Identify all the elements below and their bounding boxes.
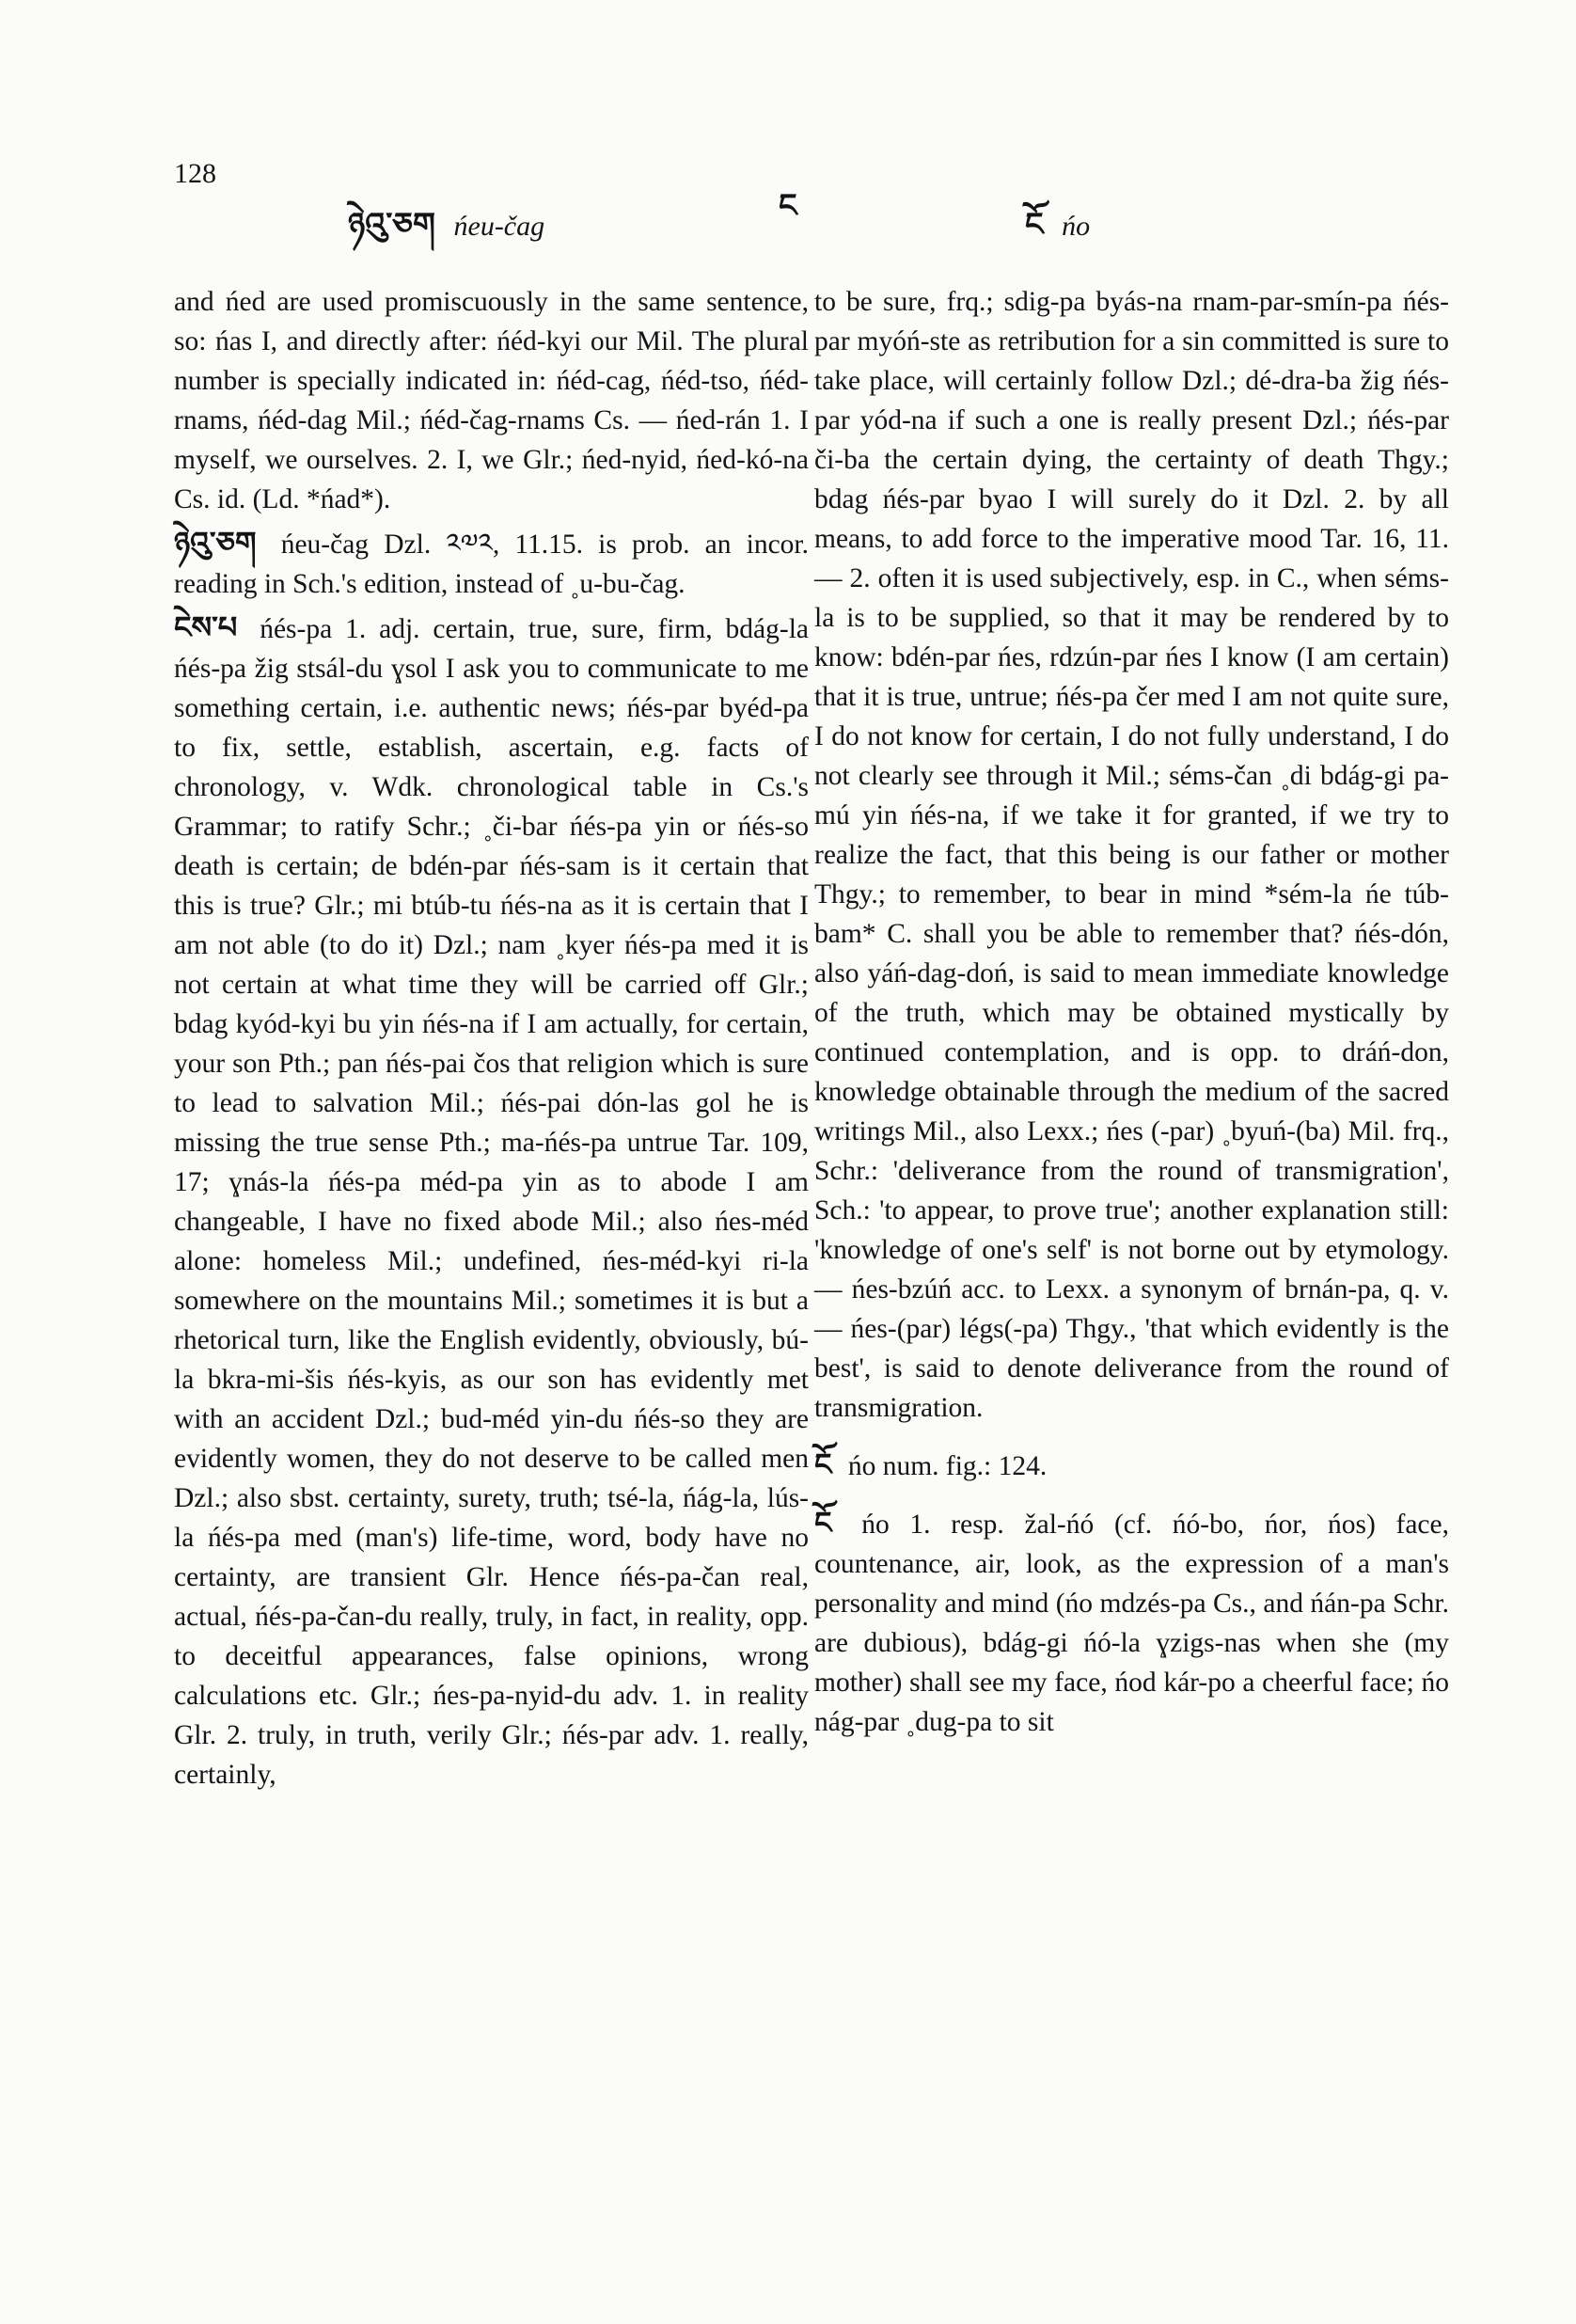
- page-number: 128: [174, 158, 216, 189]
- running-head-left: [348, 188, 544, 278]
- entry-text: ńés-pa 1. adj. certain, true, sure, firm, bdág-la ńés-pa žig stsál-du ɣsol I ask you to communicate to me something certain, i.e. authentic news; ńés-par byéd-pa to fix, settle, establish, ascertain, e.g. facts of chronology, v. Wdk. chronological table in Cs.'s Grammar; to ratify Schr.; ˳či-bar ńés-pa yin or ńés-so death is certain; de bdén-par ńés-sam is it certain that this is true? Glr.; mi btúb-tu ńés-na as it is certain that I am not able (to do it) Dzl.; nam ˳kyer ńés-pa med it is not certain at what time they will be carried off Glr.; bdag kyód-kyi bu yin ńés-na if I am actually, for certain, your son Pth.; pan ńés-pai čos that religion which is sure to lead to salvation Mil.; ńés-pai dón-las gol he is missing the true sense Pth.; ma-ńés-pa untrue Tar. 109, 17; ɣnás-la ńés-pa méd-pa yin as to abode I am changeable, I have no fixed abode Mil.; also ńes-méd alone: homeless Mil.; undefined, ńes-méd-kyi ri-la somewhere on the mountains Mil.; sometimes it is but a rhetorical turn, like the English evidently, obviously, bú-la bkra-mi-šis ńés-kyis, as our son has evidently met with an accident Dzl.; bud-méd yin-du ńés-so they are evidently women, they do not deserve to be called men Dzl.; also sbst. certainty, surety, truth; tsé-la, ńág-la, lús-la ńés-pa med (man's) life-time, word, body have no certainty, are transient Glr. Hence ńés-pa-čan real, actual, ńés-pa-čan-du really, truly, in fact, in reality, opp. to deceitful appearances, false opinions, wrong calculations etc. Glr.; ńes-pa-nyid-du adv. 1. in reality Glr. 2. truly, in truth, verily Glr.; ńés-par adv. 1. really, certainly,: [174, 614, 809, 1790]
- entry-text: ńo num. fig.: 124.: [847, 1451, 1048, 1481]
- entry-text: ńeu-čag Dzl. ༢༧༢, 11.15. is prob. an incor. reading in Sch.'s edition, instead of ˳u-bu-čag.: [174, 530, 810, 599]
- headword-tibetan: ངོ: [814, 1505, 832, 1541]
- right-entry-no-num: [814, 1445, 1449, 1486]
- left-column: [174, 282, 809, 1794]
- right-entry-no-face: [814, 1503, 1449, 1742]
- running-head-center-letter: ང: [779, 187, 797, 225]
- headword-tibetan: ཉེའུ་ཅག: [174, 525, 257, 561]
- running-head-right-tibetan: ངོ: [1025, 206, 1044, 244]
- running-head-left-tibetan: ཉེའུ་ཅག: [348, 206, 435, 244]
- headword-tibetan: ངོ: [814, 1447, 832, 1482]
- running-head-left-translit: ńeu-čag: [453, 211, 545, 242]
- entry-text: ńo 1. resp. žal-ńó (cf. ńó-bo, ńor, ńos) face, countenance, air, look, as the expression of a man's personality and mind (ńo mdzés-pa Cs., and ńán-pa Schr. are dubious), bdág-gi ńó-la ɣzigs-nas when she (my mother) shall see my face, ńod kár-po a cheerful face; ńo nág-par ˳dug-pa to sit: [814, 1510, 1449, 1737]
- running-head-right: [1025, 188, 1090, 278]
- right-column: [814, 282, 1449, 1742]
- left-entry-neu-cag: [174, 523, 809, 604]
- right-entry-continuation: to be sure, frq.; sdig-pa byás-na rnam-par-smín-pa ńés-par myóń-ste as retribution for a sin committed is sure to take place, will certainly follow Dzl.; dé-dra-ba žig ńés-par yód-na if such a one is really present Dzl.; ńés-par či-ba the certain dying, the certainty of death Thgy.; bdag ńés-par byao I will surely do it Dzl. 2. by all means, to add force to the imperative mood Tar. 16, 11. — 2. often it is used subjectively, esp. in C., when séms-la is to be supplied, so that it may be rendered by to know: bdén-par ńes, rdzún-par ńes I know (I am certain) that it is true, untrue; ńés-pa čer med I am not quite sure, I do not know for certain, I do not fully understand, I do not clearly see through it Mil.; séms-čan ˳di bdág-gi pa-mú yin ńés-na, if we take it for granted, if we try to realize the fact, that this being is our father or mother Thgy.; to remember, to bear in mind *sém-la ńe túb-bam* C. shall you be able to remember that? ńés-dón, also yáń-dag-doń, is said to mean immediate knowledge of the truth, which may be obtained mystically by continued contemplation, and is opp. to dráń-don, knowledge obtainable through the medium of the sacred writings Mil., also Lexx.; ńes (-par) ˳byuń-(ba) Mil. frq., Schr.: 'deliverance from the round of transmigration', Sch.: 'to appear, to prove true'; another explanation still: 'knowledge of one's self' is not borne out by etymology. — ńes-bzúń acc. to Lexx. a synonym of brnán-pa, q. v. — ńes-(par) légs(-pa) Thgy., 'that which evidently is the best', is said to denote deliverance from the round of transmigration.: [814, 287, 1449, 1423]
- headword-tibetan: ངེས་པ: [174, 609, 238, 645]
- running-head-right-translit: ńo: [1062, 211, 1091, 242]
- left-entry-nes-pa: [174, 608, 809, 1794]
- left-entry-continuation: and ńed are used promiscuously in the same sentence, so: ńas I, and directly after: ńéd-kyi our Mil. The plural number is specially indicated in: ńéd-cag, ńéd-tso, ńéd-rnams, ńéd-dag Mil.; ńéd-čag-rnams Cs. — ńed-rán 1. I myself, we ourselves. 2. I, we Glr.; ńed-nyid, ńed-kó-na Cs. id. (Ld. *ńad*).: [174, 287, 809, 514]
